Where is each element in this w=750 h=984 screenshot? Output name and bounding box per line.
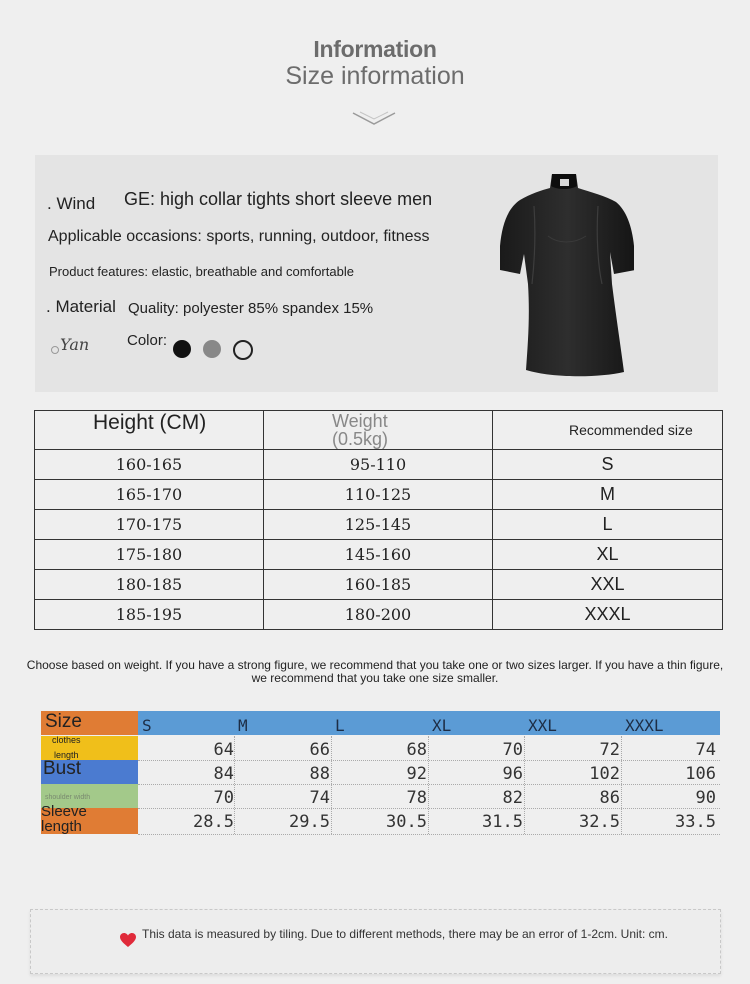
size-header-l: L [335, 716, 345, 735]
height-cell: 175-180 [35, 540, 264, 570]
sleeve-length-label: length [41, 818, 82, 835]
sleeve-label: Sleeve [41, 803, 87, 820]
height-cell: 160-165 [35, 450, 264, 480]
color-swatch-black[interactable] [173, 340, 191, 358]
value-cell: 84 [213, 764, 234, 784]
size-cell: M [493, 480, 723, 510]
value-cell: 102 [589, 764, 620, 784]
material-value: Quality: polyester 85% spandex 15% [128, 300, 374, 317]
size-cell: XXXL [493, 600, 723, 630]
size-cell: S [493, 450, 723, 480]
clothes-label: clothes [52, 735, 81, 745]
value-cell: 66 [309, 740, 330, 760]
value-cell: 78 [406, 788, 427, 808]
table-row [35, 570, 723, 600]
table-row [35, 600, 723, 630]
height-cell: 185-195 [35, 600, 264, 630]
height-cell: 170-175 [35, 510, 264, 540]
table-row [35, 540, 723, 570]
value-cell: 72 [599, 740, 620, 760]
column-header-height: Height (CM) [35, 411, 264, 450]
table-row [138, 784, 720, 809]
table-row [138, 760, 720, 785]
size-header-s: S [142, 716, 152, 735]
size-header-xxxl: XXXL [625, 716, 664, 735]
column-divider [524, 736, 525, 834]
column-header-recommended-size: Recommended size [493, 411, 723, 450]
value-cell: 88 [309, 764, 330, 784]
value-cell: 92 [406, 764, 427, 784]
size-header-xxl: XXL [528, 716, 557, 735]
note-line-1: Choose based on weight. If you have a strong figure, we recommend that you take one or two sizes larger. If you have a thin figure, [26, 658, 724, 672]
size-label: Size [45, 711, 82, 732]
measurement-note-text: This data is measured by tiling. Due to different methods, there may be an error of 1-2cm. Unit: cm. [142, 927, 669, 941]
occasions-text: Applicable occasions: sports, running, outdoor, fitness [48, 228, 430, 245]
value-cell: 86 [599, 788, 620, 808]
value-cell: 32.5 [579, 812, 620, 832]
value-cell: 70 [213, 788, 234, 808]
value-cell: 30.5 [386, 812, 427, 832]
size-cell: XL [493, 540, 723, 570]
value-cell: 28.5 [193, 812, 234, 832]
table-row [35, 480, 723, 510]
bust-label: Bust [43, 758, 82, 779]
wind-value: GE: high collar tights short sleeve men [124, 189, 433, 209]
height-cell: 180-185 [35, 570, 264, 600]
value-cell: 29.5 [289, 812, 330, 832]
bullet-icon [51, 346, 59, 354]
size-cell: L [493, 510, 723, 540]
weight-cell: 125-145 [264, 510, 493, 540]
value-cell: 74 [695, 740, 716, 760]
page-subtitle: Size information [285, 62, 465, 90]
weight-line-2: (0.5kg) [332, 429, 389, 449]
height-cell: 165-170 [35, 480, 264, 510]
color-label: Color: [127, 332, 168, 349]
page-title: Information [313, 36, 437, 62]
value-cell: 70 [502, 740, 523, 760]
value-cell: 96 [502, 764, 523, 784]
heart-icon [119, 932, 137, 948]
table-row [35, 450, 723, 480]
color-swatch-gray[interactable] [203, 340, 221, 358]
size-label-cell [41, 711, 138, 735]
product-shirt-image [494, 166, 634, 380]
size-header-m: M [238, 716, 248, 735]
weight-cell: 145-160 [264, 540, 493, 570]
height-weight-table [34, 410, 723, 630]
value-cell: 31.5 [482, 812, 523, 832]
material-label: . Material [46, 297, 116, 316]
clothes-length-label-cell [41, 736, 138, 760]
color-swatch-white[interactable] [233, 340, 253, 360]
wind-label: . Wind [47, 194, 96, 213]
value-cell: 68 [406, 740, 427, 760]
value-cell: 33.5 [675, 812, 716, 832]
weight-cell: 95-110 [264, 450, 493, 480]
column-divider [428, 736, 429, 834]
column-divider [621, 736, 622, 834]
chevron-down-icon [352, 110, 396, 126]
column-divider [234, 736, 235, 834]
shoulder-label: shoulder width [45, 794, 91, 801]
value-cell: 90 [695, 788, 716, 808]
table-row [35, 510, 723, 540]
column-header-weight [264, 411, 493, 450]
features-text: Product features: elastic, breathable and comfortable [49, 264, 354, 279]
note-line-2: we recommend that you take one size smaller. [251, 671, 499, 685]
weight-cell: 160-185 [264, 570, 493, 600]
weight-line-1: Weight [332, 411, 388, 431]
value-cell: 82 [502, 788, 523, 808]
yan-label: Yan [60, 335, 90, 354]
sleeve-length-label-cell [41, 803, 138, 835]
weight-cell: 110-125 [264, 480, 493, 510]
table-row [138, 808, 720, 835]
size-header-xl: XL [432, 716, 452, 735]
value-cell: 106 [685, 764, 716, 784]
length-label: length [54, 750, 79, 760]
column-divider [331, 736, 332, 834]
table-row [138, 736, 720, 761]
value-cell: 74 [309, 788, 330, 808]
size-advice-note [0, 659, 750, 685]
weight-cell: 180-200 [264, 600, 493, 630]
size-cell: XXL [493, 570, 723, 600]
value-cell: 64 [213, 740, 234, 760]
bust-label-cell [41, 760, 138, 784]
